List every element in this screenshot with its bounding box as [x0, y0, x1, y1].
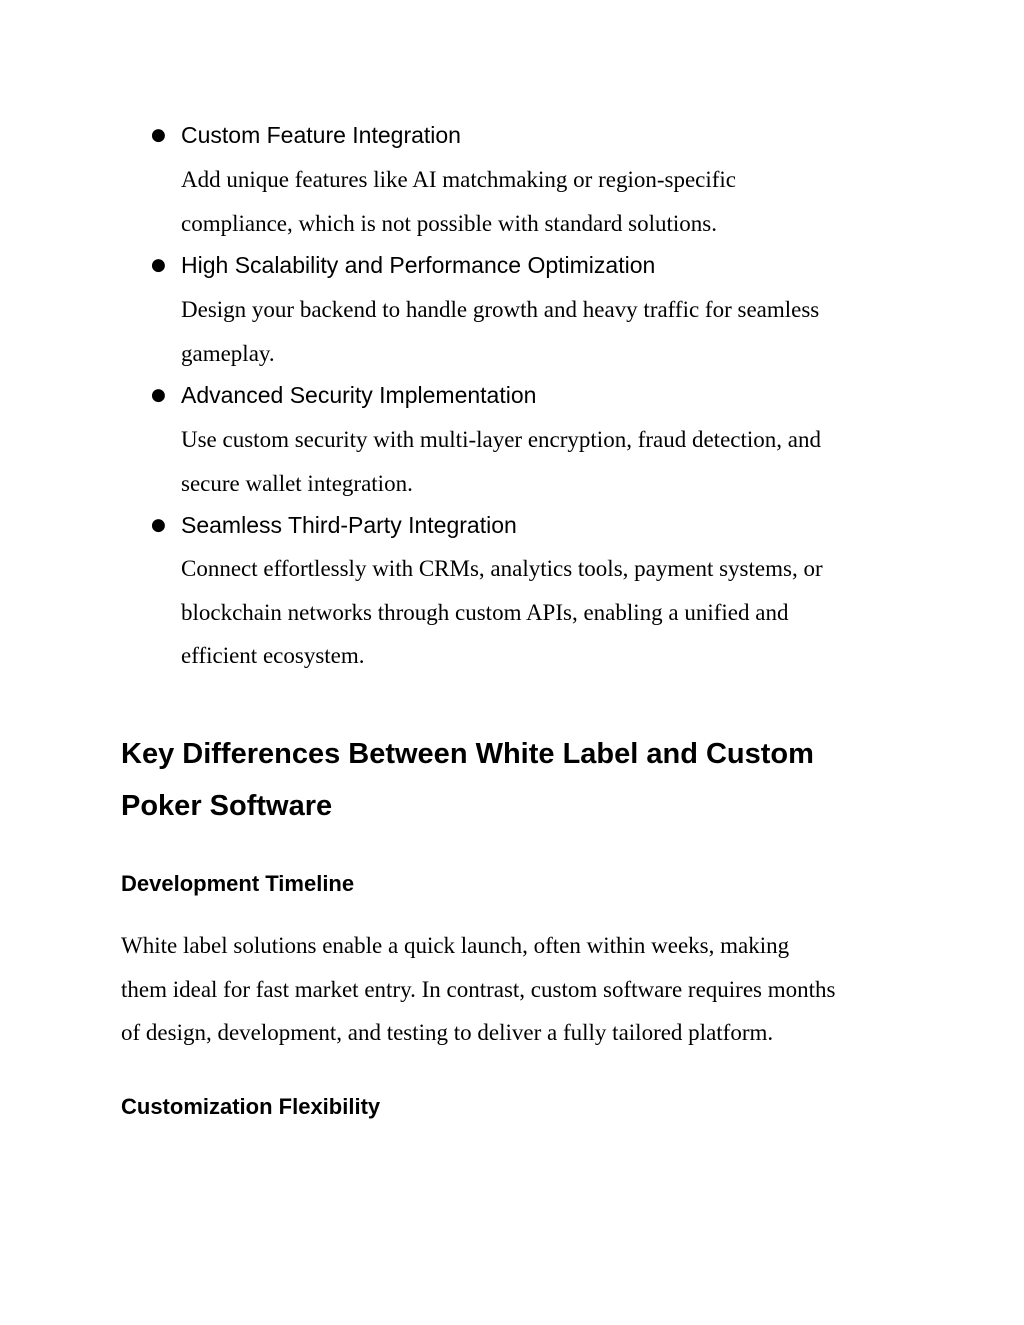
- bullet-dot: ●: [151, 255, 166, 275]
- bullet-description: [181, 418, 901, 505]
- section-heading-line: Key Differences Between White Label and Custom: [121, 738, 814, 770]
- section-heading: [121, 728, 881, 832]
- paragraph-line: them ideal for fast market entry. In contrast, custom software requires months: [121, 976, 836, 1002]
- bullet-description-line: Design your backend to handle growth and heavy traffic for seamless: [181, 297, 820, 322]
- subsection-heading-customization-flexibility: Customization Flexibility: [121, 1094, 381, 1119]
- section-heading-line: Poker Software: [121, 790, 333, 822]
- bullet-title: Seamless Third-Party Integration: [181, 512, 517, 538]
- bullet-title: Custom Feature Integration: [181, 122, 461, 148]
- bullet-description-line: efficient ecosystem.: [181, 643, 365, 668]
- bullet-description: [181, 547, 901, 678]
- bullet-description-line: Add unique features like AI matchmaking or region-specific: [181, 167, 737, 192]
- bullet-description-line: Use custom security with multi-layer encryption, fraud detection, and: [181, 427, 821, 452]
- paragraph-line: of design, development, and testing to deliver a fully tailored platform.: [121, 1020, 774, 1045]
- development-timeline-paragraph: [121, 924, 911, 1055]
- paragraph-line: White label solutions enable a quick launch, often within weeks, making: [121, 933, 790, 958]
- bullet-description-line: secure wallet integration.: [181, 470, 413, 496]
- bullet-description: [181, 288, 901, 375]
- bullet-title: Advanced Security Implementation: [181, 382, 537, 408]
- bullet-dot: ●: [151, 385, 166, 405]
- bullet-dot: ●: [151, 125, 166, 145]
- bullet-description-line: gameplay.: [181, 340, 275, 366]
- bullet-description-line: Connect effortlessly with CRMs, analytics tools, payment systems, or: [181, 556, 823, 581]
- bullet-description-line: compliance, which is not possible with standard solutions.: [181, 210, 717, 236]
- subsection-heading-development-timeline: Development Timeline: [121, 871, 355, 896]
- bullet-dot: ●: [151, 515, 166, 535]
- bullet-description: [181, 158, 901, 245]
- bullet-title: High Scalability and Performance Optimization: [181, 252, 656, 278]
- bullet-description-line: blockchain networks through custom APIs, enabling a unified and: [181, 599, 789, 625]
